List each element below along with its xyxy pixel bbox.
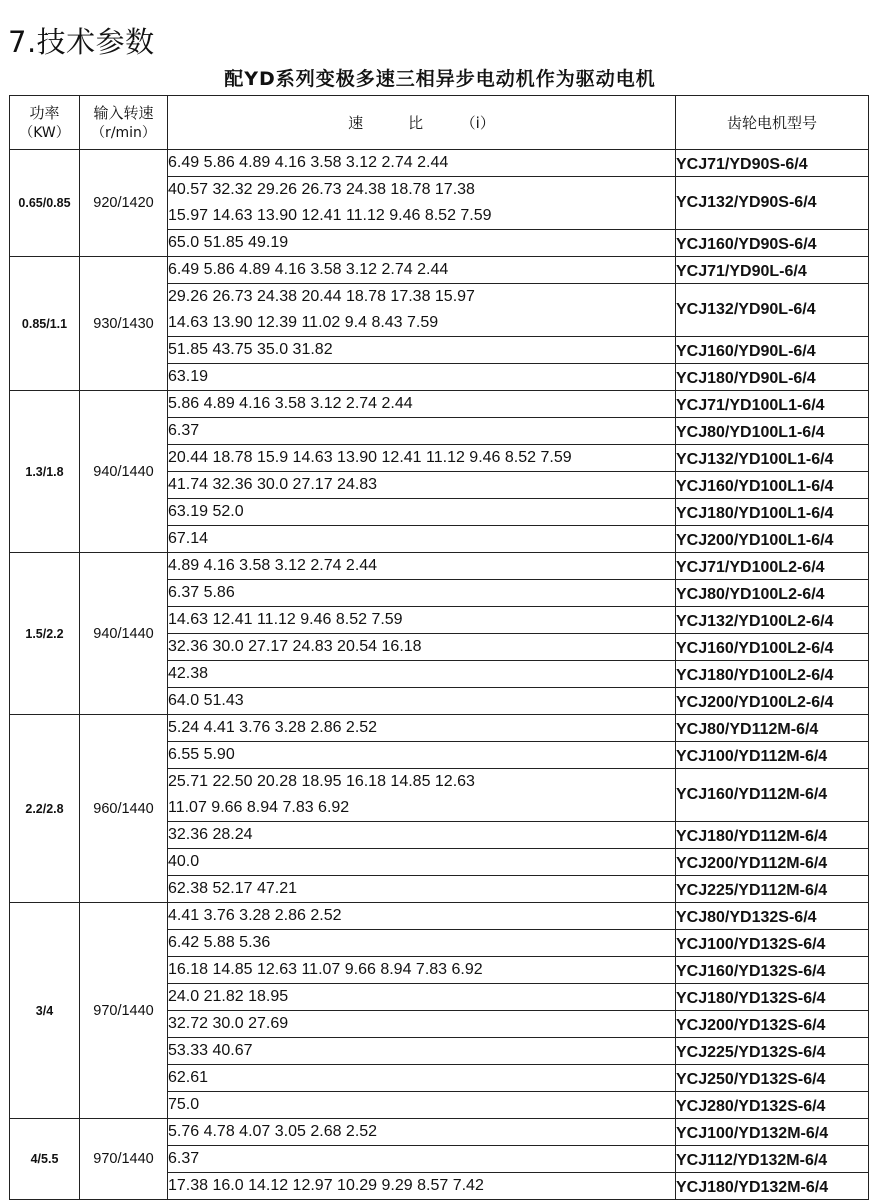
model-cell: YCJ132/YD90S-6/4 [676,177,869,230]
input-speed-cell: 970/1440 [80,903,168,1119]
ratio-line: 6.42 5.88 5.36 [168,934,271,951]
table-body [10,150,869,1200]
model-cell: YCJ100/YD112M-6/4 [676,742,869,769]
ratio-cell [168,472,676,499]
ratio-line: 62.38 52.17 47.21 [168,880,298,897]
ratio-cell [168,337,676,364]
ratio-line: 65.0 51.85 49.19 [168,234,289,251]
ratio-line: 16.18 14.85 12.63 11.07 9.66 8.94 7.83 6.92 [168,961,483,978]
power-cell: 1.5/2.2 [10,553,80,715]
ratio-cell [168,580,676,607]
model-cell: YCJ225/YD112M-6/4 [676,876,869,903]
model-cell: YCJ200/YD100L1-6/4 [676,526,869,553]
ratio-cell [168,284,676,337]
model-cell: YCJ71/YD90S-6/4 [676,150,869,177]
ratio-line: 32.36 30.0 27.17 24.83 20.54 16.18 [168,638,422,655]
ratio-cell [168,715,676,742]
ratio-line: 6.55 5.90 [168,746,235,763]
ratio-cell [168,1038,676,1065]
model-cell: YCJ112/YD132M-6/4 [676,1146,869,1173]
ratio-cell [168,526,676,553]
table-header-row [10,96,869,150]
ratio-line: 14.63 13.90 12.39 11.02 9.4 8.43 7.59 [168,314,439,331]
ratio-line: 6.49 5.86 4.89 4.16 3.58 3.12 2.74 2.44 [168,154,449,171]
model-cell: YCJ132/YD100L1-6/4 [676,445,869,472]
model-cell: YCJ180/YD100L1-6/4 [676,499,869,526]
ratio-line: 41.74 32.36 30.0 27.17 24.83 [168,476,378,493]
model-cell: YCJ200/YD132S-6/4 [676,1011,869,1038]
ratio-line: 64.0 51.43 [168,692,244,709]
ratio-line: 20.44 18.78 15.9 14.63 13.90 12.41 11.12 9.46 8.52 7.59 [168,449,572,466]
input-speed-cell: 970/1440 [80,1119,168,1200]
ratio-cell [168,930,676,957]
header-speed-unit: （r/min） [91,124,156,141]
ratio-cell [168,1146,676,1173]
ratio-line: 75.0 [168,1096,200,1113]
table-row [10,903,869,930]
power-cell: 1.3/1.8 [10,391,80,553]
ratio-cell [168,876,676,903]
model-cell: YCJ280/YD132S-6/4 [676,1092,869,1119]
model-cell: YCJ80/YD100L2-6/4 [676,580,869,607]
ratio-line: 32.36 28.24 [168,826,253,843]
ratio-cell [168,903,676,930]
ratio-cell [168,849,676,876]
input-speed-cell: 930/1430 [80,257,168,391]
ratio-cell [168,364,676,391]
model-cell: YCJ200/YD112M-6/4 [676,849,869,876]
table-row [10,715,869,742]
ratio-line: 42.38 [168,665,209,682]
ratio-line: 40.57 32.32 29.26 26.73 24.38 18.78 17.38 [168,181,475,198]
ratio-line: 14.63 12.41 11.12 9.46 8.52 7.59 [168,611,403,628]
ratio-line: 17.38 16.0 14.12 12.97 10.29 9.29 8.57 7.42 [168,1177,484,1194]
model-cell: YCJ132/YD90L-6/4 [676,284,869,337]
input-speed-cell: 960/1440 [80,715,168,903]
input-speed-cell: 920/1420 [80,150,168,257]
input-speed-cell: 940/1440 [80,553,168,715]
ratio-cell [168,445,676,472]
ratio-line: 15.97 14.63 13.90 12.41 11.12 9.46 8.52 7.59 [168,207,492,224]
ratio-cell [168,499,676,526]
model-cell: YCJ180/YD100L2-6/4 [676,661,869,688]
ratio-line: 62.61 [168,1069,209,1086]
ratio-cell [168,769,676,822]
ratio-line: 5.86 4.89 4.16 3.58 3.12 2.74 2.44 [168,395,413,412]
model-cell: YCJ71/YD90L-6/4 [676,257,869,284]
header-speed-label: 输入转速 [93,103,154,122]
model-cell: YCJ100/YD132M-6/4 [676,1119,869,1146]
model-cell: YCJ71/YD100L2-6/4 [676,553,869,580]
ratio-cell [168,1011,676,1038]
model-cell: YCJ71/YD100L1-6/4 [676,391,869,418]
ratio-line: 4.89 4.16 3.58 3.12 2.74 2.44 [168,557,378,574]
ratio-line: 6.37 [168,422,200,439]
table-row [10,1119,869,1146]
ratio-line: 63.19 52.0 [168,503,244,520]
ratio-cell [168,957,676,984]
table-row [10,150,869,177]
model-cell: YCJ160/YD90L-6/4 [676,337,869,364]
model-cell: YCJ200/YD100L2-6/4 [676,688,869,715]
ratio-cell [168,177,676,230]
ratio-cell [168,391,676,418]
ratio-cell [168,1119,676,1146]
ratio-cell [168,822,676,849]
model-cell: YCJ180/YD112M-6/4 [676,822,869,849]
ratio-line: 32.72 30.0 27.69 [168,1015,289,1032]
header-power-label: 功率 [29,103,60,122]
header-power [10,96,80,150]
ratio-line: 24.0 21.82 18.95 [168,988,289,1005]
model-cell: YCJ180/YD132S-6/4 [676,984,869,1011]
ratio-cell [168,1173,676,1200]
ratio-line: 63.19 [168,368,209,385]
table-row [10,391,869,418]
power-cell: 0.85/1.1 [10,257,80,391]
model-cell: YCJ160/YD112M-6/4 [676,769,869,822]
ratio-line: 25.71 22.50 20.28 18.95 16.18 14.85 12.63 [168,773,475,790]
model-cell: YCJ100/YD132S-6/4 [676,930,869,957]
model-cell: YCJ180/YD132M-6/4 [676,1173,869,1200]
input-speed-cell: 940/1440 [80,391,168,553]
header-speed [80,96,168,150]
model-cell: YCJ160/YD100L1-6/4 [676,472,869,499]
model-cell: YCJ80/YD112M-6/4 [676,715,869,742]
ratio-cell [168,150,676,177]
ratio-cell [168,230,676,257]
model-cell: YCJ132/YD100L2-6/4 [676,607,869,634]
header-ratio: 速 比 （i） [168,96,676,150]
ratio-cell [168,553,676,580]
model-cell: YCJ80/YD100L1-6/4 [676,418,869,445]
model-cell: YCJ160/YD132S-6/4 [676,957,869,984]
model-cell: YCJ80/YD132S-6/4 [676,903,869,930]
power-cell: 0.65/0.85 [10,150,80,257]
ratio-line: 4.41 3.76 3.28 2.86 2.52 [168,907,342,924]
ratio-cell [168,634,676,661]
ratio-line: 5.76 4.78 4.07 3.05 2.68 2.52 [168,1123,378,1140]
table-row [10,257,869,284]
model-cell: YCJ225/YD132S-6/4 [676,1038,869,1065]
model-cell: YCJ160/YD90S-6/4 [676,230,869,257]
ratio-line: 40.0 [168,853,200,870]
header-model: 齿轮电机型号 [676,96,869,150]
model-cell: YCJ180/YD90L-6/4 [676,364,869,391]
spec-table [9,95,869,1200]
ratio-line: 67.14 [168,530,209,547]
ratio-cell [168,742,676,769]
page-heading: 7.技术参数 [8,25,155,59]
table-row [10,553,869,580]
header-power-unit: （KW） [19,124,70,141]
ratio-cell [168,1092,676,1119]
power-cell: 2.2/2.8 [10,715,80,903]
power-cell: 4/5.5 [10,1119,80,1200]
ratio-line: 6.37 [168,1150,200,1167]
ratio-line: 11.07 9.66 8.94 7.83 6.92 [168,799,350,816]
ratio-line: 6.49 5.86 4.89 4.16 3.58 3.12 2.74 2.44 [168,261,449,278]
ratio-line: 51.85 43.75 35.0 31.82 [168,341,333,358]
ratio-cell [168,984,676,1011]
power-cell: 3/4 [10,903,80,1119]
model-cell: YCJ160/YD100L2-6/4 [676,634,869,661]
ratio-line: 5.24 4.41 3.76 3.28 2.86 2.52 [168,719,378,736]
ratio-line: 53.33 40.67 [168,1042,253,1059]
ratio-cell [168,688,676,715]
table-subtitle: 配YD系列变极多速三相异步电动机作为驱动电机 [224,68,656,90]
ratio-cell [168,607,676,634]
ratio-cell [168,257,676,284]
ratio-line: 6.37 5.86 [168,584,235,601]
ratio-line: 29.26 26.73 24.38 20.44 18.78 17.38 15.97 [168,288,475,305]
ratio-cell [168,661,676,688]
model-cell: YCJ250/YD132S-6/4 [676,1065,869,1092]
ratio-cell [168,1065,676,1092]
ratio-cell [168,418,676,445]
